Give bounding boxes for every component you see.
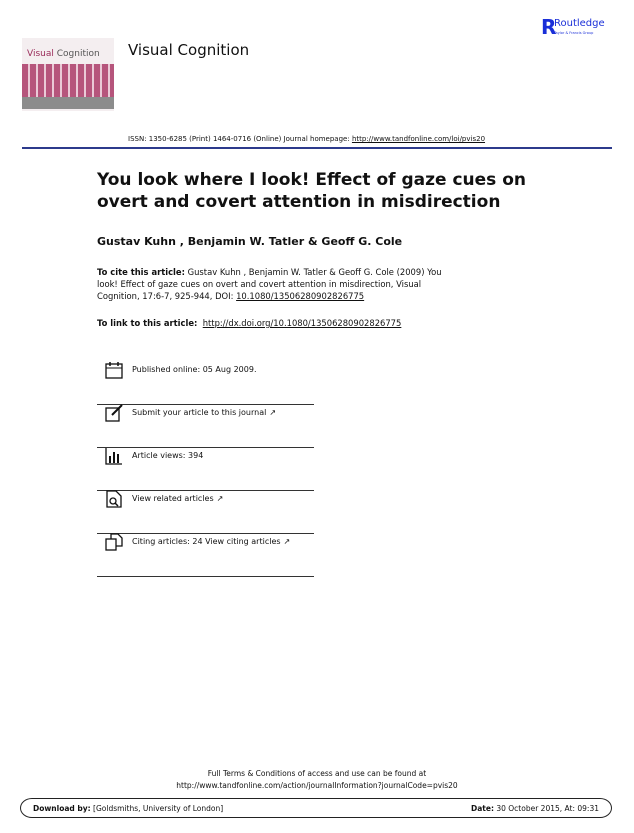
article-authors: Gustav Kuhn , Benjamin W. Tatler & Geoff G. Cole xyxy=(97,235,403,248)
bar-chart-icon xyxy=(105,447,123,465)
article-title: You look where I look! Effect of gaze cues on overt and covert attention in misdirection xyxy=(97,170,526,212)
journal-name: Visual Cognition xyxy=(128,41,250,59)
citing-icon xyxy=(105,533,123,551)
external-link-icon: ↗ xyxy=(269,408,277,417)
published-online-item: Published online: 05 Aug 2009. xyxy=(97,361,314,405)
issn-line: ISSN: 1350-6285 (Print) 1464-0716 (Online) Journal homepage: http://www.tandfonline.com/loi/pvis20 xyxy=(128,135,486,143)
calendar-icon xyxy=(105,361,123,379)
terms-link[interactable]: http://www.tandfonline.com/action/journalInformation?journalCode=pvis20 xyxy=(176,781,458,790)
terms-notice: Full Terms & Conditions of access and use can be found at http://www.tandfonline.com/action/journalInformation?journalCode=pvis20 xyxy=(0,768,634,792)
article-link[interactable]: http://dx.doi.org/10.1080/13506280902826775 xyxy=(202,318,402,328)
external-link-icon: ↗ xyxy=(216,494,224,503)
journal-cover-image: Visual Cognition xyxy=(22,38,114,111)
article-views-item: Article views: 394 xyxy=(97,447,314,491)
related-articles-item[interactable]: View related articles ↗ xyxy=(97,490,314,534)
journal-homepage-link[interactable]: http://www.tandfonline.com/loi/pvis20 xyxy=(351,135,486,143)
doi-link[interactable]: 10.1080/13506280902826775 xyxy=(236,291,365,301)
external-link-icon: ↗ xyxy=(283,537,291,546)
citation: To cite this article: Gustav Kuhn , Benjamin W. Tatler & Geoff G. Cole (2009) You look! Effect of gaze cues on overt and covert attention in misdirection, Visual Cognition, 17:6-7, 925-944, DOI: 10.1080/13506280902826775 xyxy=(97,267,442,301)
search-document-icon xyxy=(105,490,123,508)
citing-articles-item[interactable]: Citing articles: 24 View citing articles ↗ xyxy=(97,533,314,577)
submit-article-item[interactable]: Submit your article to this journal ↗ xyxy=(97,404,314,448)
article-link-line: To link to this article: http://dx.doi.org/10.1080/13506280902826775 xyxy=(97,318,402,328)
pdf-page: Visual Cognition Visual Cognition R Routledge Taylor & Francis Group ISSN: 1350-6285 (Print) 1464-0716 (Online) Journal homepage: http://www.tandfonline.com/loi/pvis20 You look where I look! Effect of gaze cues on overt and covert attention in misdirection Gustav Kuhn , Benjamin W. Tatler & Geoff G. Cole To cite this article: Gustav Kuhn , Benjamin W. Tatler & Geoff G. Cole (2009) You look! Effect of gaze cues on overt and covert attention in misdirection, Visual Cognition, 17:6-7, 925-944, DOI: 10.1080/13506280902826775 To link to this article: http://dx.doi.org/10.1080/13506280902826775 Published online: 05 Aug 2009. Submit your article to this journal ↗ Article views: 394 View related articles ↗ Citing articles: 24 View citing articles ↗ Full Terms & Conditions of access and use can be found at http://www.tandfonline.com/action/journalInformation?journalCode=pvis20 Download by: [Goldsmiths, University of London] Date: 30 October 2015, At: 09:31 xyxy=(0,0,634,833)
header-divider xyxy=(22,147,612,149)
download-info-box: Download by: [Goldsmiths, University of London] Date: 30 October 2015, At: 09:31 xyxy=(20,798,612,818)
edit-icon xyxy=(105,404,123,422)
